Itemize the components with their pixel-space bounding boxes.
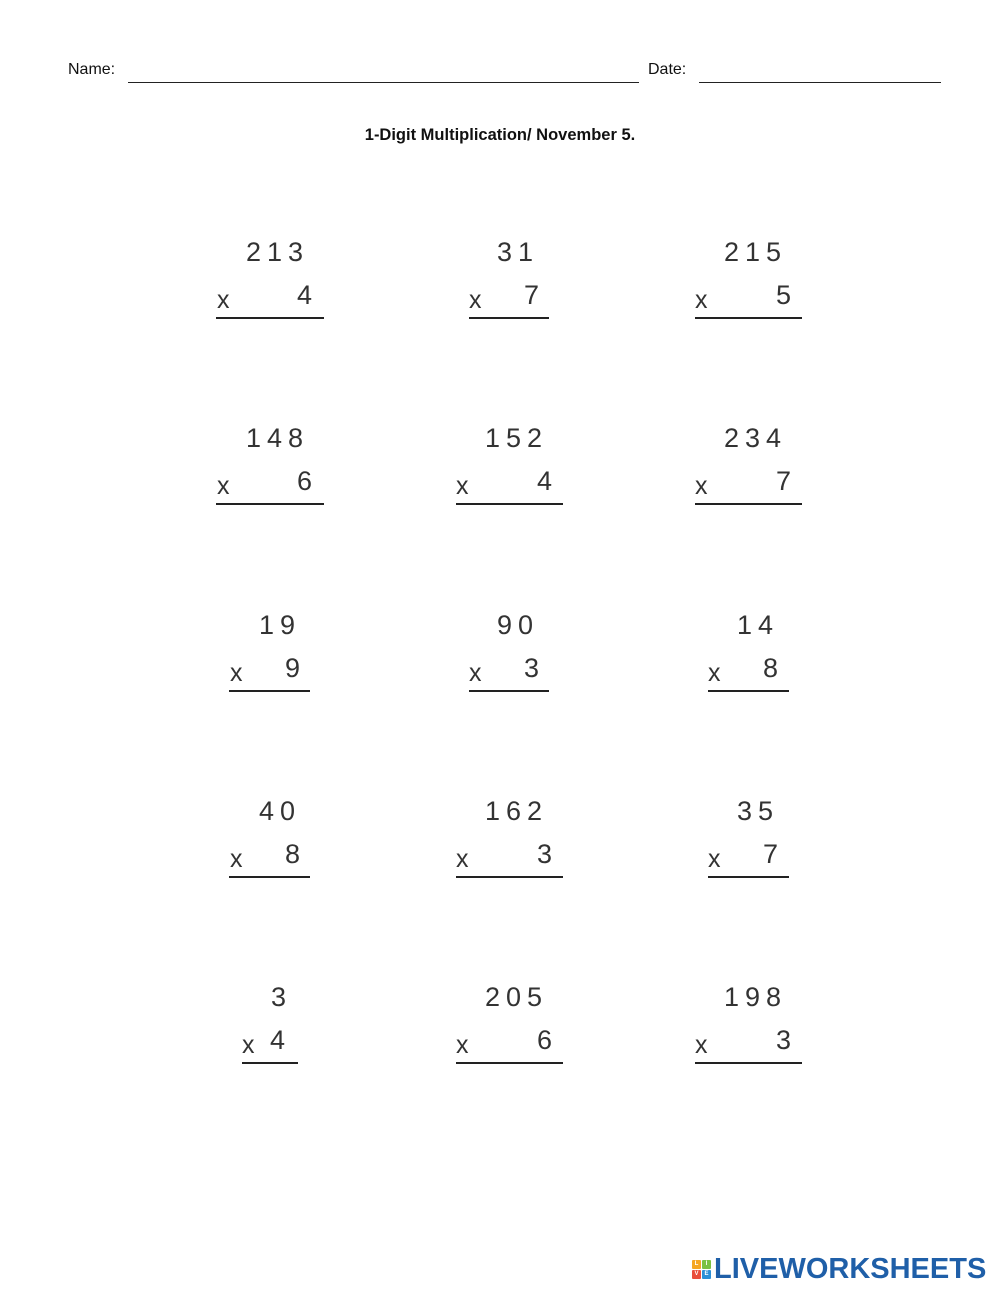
multiplicand: 90 <box>497 610 540 640</box>
liveworksheets-badge-icon <box>692 1260 711 1279</box>
times-sign: x <box>230 845 243 873</box>
answer-line[interactable] <box>695 1062 802 1064</box>
answer-line[interactable] <box>216 503 324 505</box>
multiplicand: 19 <box>259 610 302 640</box>
name-label: Name: <box>68 61 116 78</box>
multiplier: 5 <box>776 280 792 310</box>
date-label: Date: <box>648 61 687 78</box>
multiplier: 8 <box>763 653 779 683</box>
badge-letter: V <box>692 1270 701 1279</box>
badge-letter: L <box>692 1260 701 1269</box>
multiplier: 3 <box>524 653 540 683</box>
multiplier: 4 <box>270 1025 286 1055</box>
multiplier: 8 <box>285 839 301 869</box>
times-sign: x <box>456 845 469 873</box>
answer-line[interactable] <box>695 317 802 319</box>
times-sign: x <box>217 286 230 314</box>
answer-line[interactable] <box>708 876 789 878</box>
answer-line[interactable] <box>456 1062 563 1064</box>
worksheet-title: 1-Digit Multiplication/ November 5. <box>364 126 636 144</box>
answer-line[interactable] <box>456 876 563 878</box>
multiplicand: 3 <box>271 982 293 1012</box>
date-blank-line[interactable] <box>699 82 941 83</box>
answer-line[interactable] <box>242 1062 298 1064</box>
times-sign: x <box>469 286 482 314</box>
times-sign: x <box>456 1031 469 1059</box>
multiplicand: 213 <box>246 237 310 267</box>
name-blank-line[interactable] <box>128 82 639 83</box>
multiplicand: 162 <box>485 796 549 826</box>
multiplicand: 234 <box>724 423 788 453</box>
answer-line[interactable] <box>708 690 789 692</box>
multiplicand: 14 <box>737 610 780 640</box>
times-sign: x <box>708 845 721 873</box>
multiplicand: 40 <box>259 796 302 826</box>
times-sign: x <box>695 286 708 314</box>
answer-line[interactable] <box>229 690 310 692</box>
answer-line[interactable] <box>229 876 310 878</box>
multiplicand: 198 <box>724 982 788 1012</box>
multiplicand: 205 <box>485 982 549 1012</box>
times-sign: x <box>456 472 469 500</box>
multiplier: 3 <box>776 1025 792 1055</box>
answer-line[interactable] <box>469 317 549 319</box>
badge-letter: E <box>702 1270 711 1279</box>
answer-line[interactable] <box>695 503 802 505</box>
times-sign: x <box>695 472 708 500</box>
multiplier: 9 <box>285 653 301 683</box>
multiplicand: 35 <box>737 796 780 826</box>
multiplier: 7 <box>524 280 540 310</box>
badge-letter: I <box>702 1260 711 1269</box>
answer-line[interactable] <box>456 503 563 505</box>
answer-line[interactable] <box>216 317 324 319</box>
logo-text: LIVEWORKSHEETS <box>714 1252 987 1285</box>
answer-line[interactable] <box>469 690 549 692</box>
multiplier: 6 <box>537 1025 553 1055</box>
times-sign: x <box>708 659 721 687</box>
times-sign: x <box>695 1031 708 1059</box>
multiplier: 4 <box>537 466 553 496</box>
liveworksheets-logo <box>692 1252 986 1286</box>
multiplier: 7 <box>763 839 779 869</box>
times-sign: x <box>230 659 243 687</box>
multiplicand: 215 <box>724 237 788 267</box>
multiplier: 4 <box>297 280 313 310</box>
multiplicand: 148 <box>246 423 310 453</box>
multiplier: 7 <box>776 466 792 496</box>
multiplier: 6 <box>297 466 313 496</box>
times-sign: x <box>469 659 482 687</box>
multiplicand: 152 <box>485 423 549 453</box>
times-sign: x <box>242 1031 255 1059</box>
multiplier: 3 <box>537 839 553 869</box>
times-sign: x <box>217 472 230 500</box>
multiplicand: 31 <box>497 237 540 267</box>
